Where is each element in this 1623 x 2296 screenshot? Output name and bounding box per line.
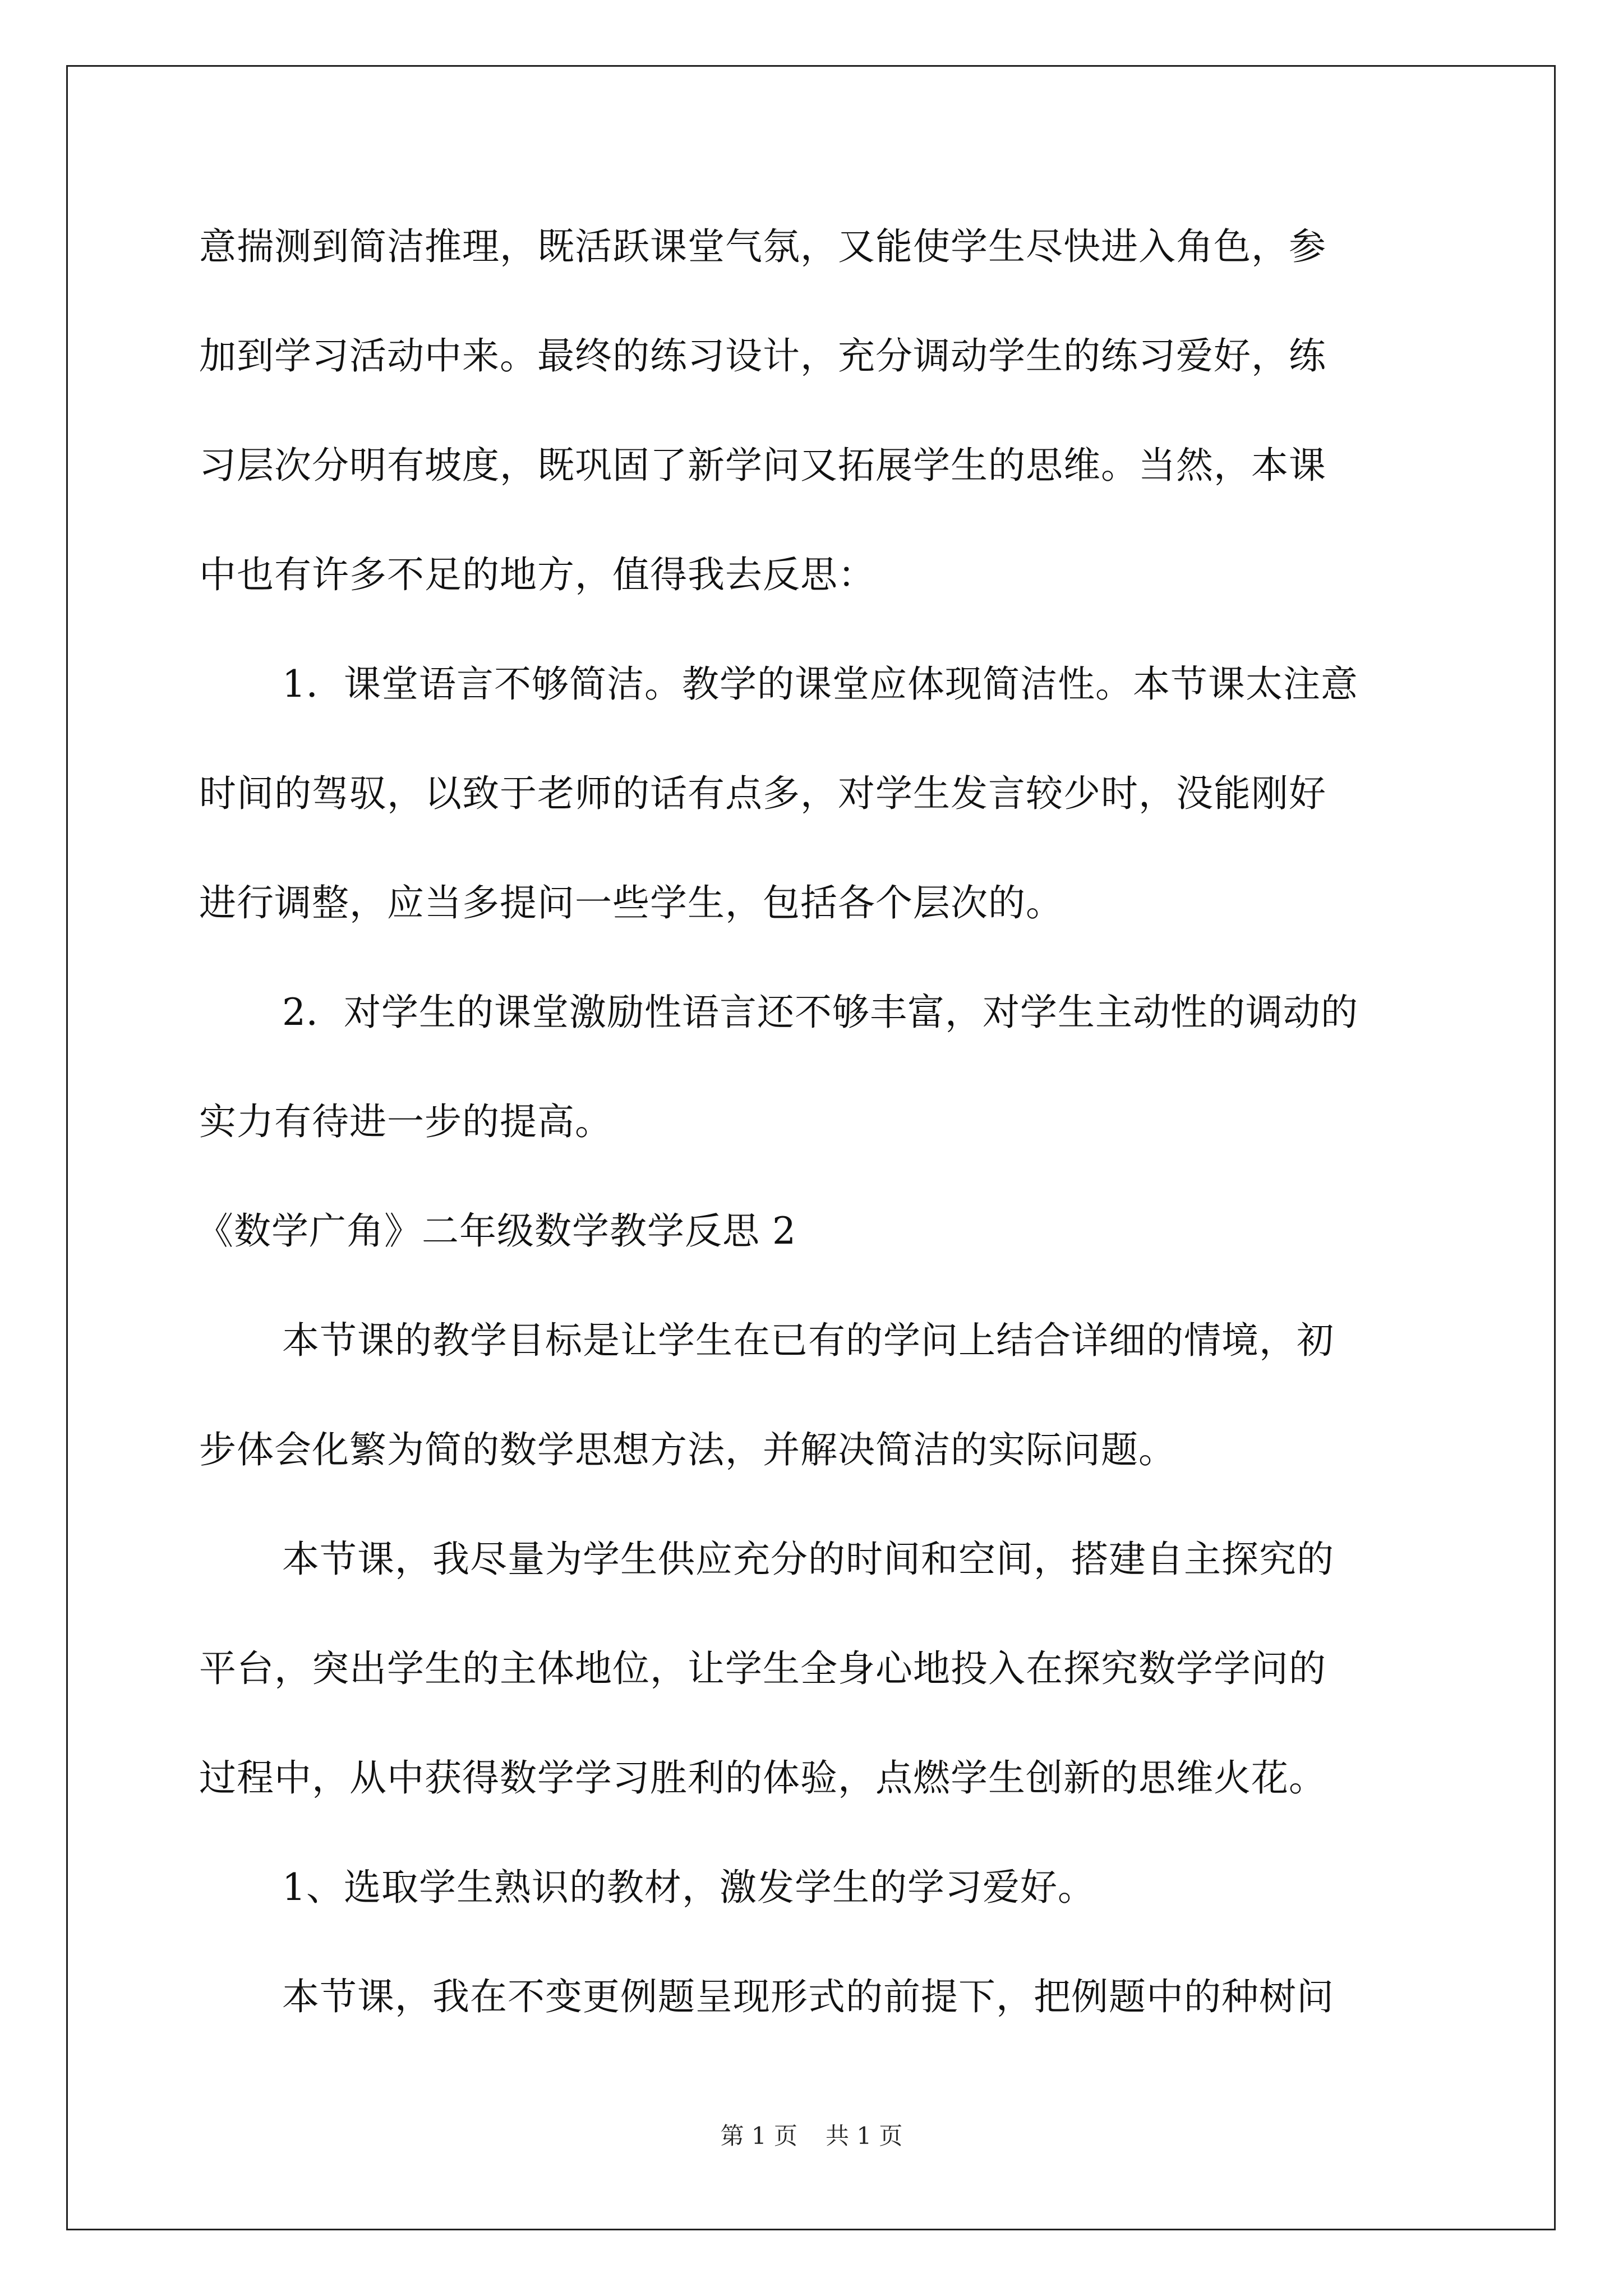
page-number: 第 1 页	[720, 2122, 797, 2150]
text-line-4: 中也有许多不足的地方，值得我去反思：	[199, 553, 875, 596]
section-heading: 《数学广角》二年级数学教学反思 2	[196, 1209, 796, 1253]
page-footer	[0, 2118, 1623, 2151]
text-line-6: 时间的驾驭，以致于老师的话有点多，对学生发言较少时，没能刚好	[199, 772, 1326, 815]
page-total: 共 1 页	[826, 2122, 903, 2150]
text-line-1: 意揣测到简洁推理，既活跃课堂气氛，又能使学生尽快进入角色，参	[199, 225, 1326, 268]
text-line-7: 进行调整，应当多提问一些学生，包括各个层次的。	[199, 881, 1063, 924]
text-line-17: 本节课，我在不变更例题呈现形式的前提下，把例题中的种树问	[282, 1975, 1334, 2018]
text-line-14: 平台，突出学生的主体地位，让学生全身心地投入在探究数学学问的	[199, 1647, 1326, 1690]
text-line-3: 习层次分明有坡度，既巩固了新学问又拓展学生的思维。当然，本课	[199, 444, 1326, 487]
text-line-2: 加到学习活动中来。最终的练习设计，充分调动学生的练习爱好，练	[199, 334, 1326, 378]
text-line-5: 1．课堂语言不够简洁。教学的课堂应体现简洁性。本节课太注意	[282, 662, 1358, 706]
text-line-15: 过程中，从中获得数学学习胜利的体验，点燃学生创新的思维火花。	[199, 1756, 1326, 1800]
text-line-8: 2．对学生的课堂激励性语言还不够丰富，对学生主动性的调动的	[282, 991, 1358, 1034]
text-line-16: 1、选取学生熟识的教材，激发学生的学习爱好。	[282, 1866, 1095, 1909]
text-line-12: 步体会化繁为简的数学思想方法，并解决简洁的实际问题。	[199, 1428, 1176, 1471]
document-body	[196, 216, 1424, 2076]
text-line-11: 本节课的教学目标是让学生在已有的学问上结合详细的情境，初	[282, 1319, 1334, 1362]
text-line-13: 本节课，我尽量为学生供应充分的时间和空间，搭建自主探究的	[282, 1538, 1334, 1581]
text-line-9: 实力有待进一步的提高。	[199, 1100, 612, 1143]
